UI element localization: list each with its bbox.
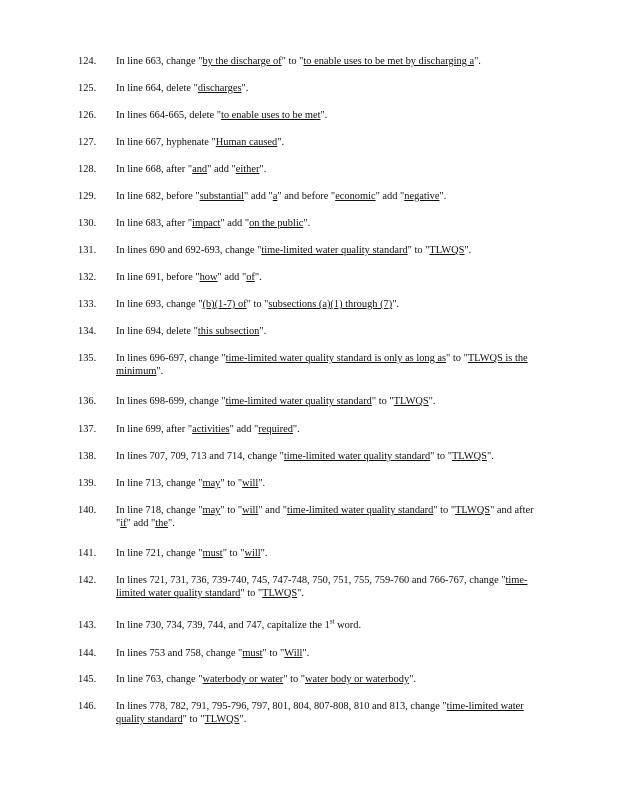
item-text [116, 574, 542, 600]
instruction-text: In line 713, change " [116, 478, 203, 489]
quoted-phrase: subsections (a)(1) through (7) [268, 299, 393, 310]
instruction-text: " to " [240, 588, 263, 599]
item-number: 135. [78, 353, 97, 364]
quoted-phrase: TLWQS [429, 245, 465, 256]
item-number: 139. [78, 478, 97, 489]
quoted-phrase: water body or waterbody [305, 674, 410, 685]
item-text [116, 673, 542, 686]
instruction-text: " to " [246, 299, 269, 310]
item-number: 130. [78, 218, 97, 229]
item-text [116, 82, 542, 95]
item-text [116, 352, 542, 378]
quoted-phrase: TLWQS [393, 396, 429, 407]
instruction-text: ". [260, 548, 268, 559]
instruction-text: ". [392, 299, 400, 310]
item-number: 137. [78, 424, 97, 435]
instruction-text: ". [297, 588, 304, 599]
instruction-text: ". [258, 478, 266, 489]
item-text [116, 55, 542, 68]
instruction-text: In line 730, 734, 739, 744, and 747, capitalize the 1 [116, 620, 330, 631]
item-text [116, 477, 542, 490]
quoted-phrase: will [242, 478, 259, 489]
instruction-text: ". [464, 245, 472, 256]
instruction-text: In line 683, after " [116, 218, 193, 229]
quoted-phrase: TLWQS [262, 588, 298, 599]
instruction-text: " to " [222, 548, 245, 559]
quoted-phrase: on the public [249, 218, 304, 229]
instruction-text: In lines 690 and 692-693, change " [116, 245, 262, 256]
instruction-text: " add " [207, 164, 236, 175]
quoted-phrase: time-limited water quality standard [287, 505, 434, 516]
instruction-text: " to " [220, 478, 243, 489]
item-number: 141. [78, 548, 97, 559]
item-text [116, 190, 542, 203]
instruction-text: ". [303, 218, 311, 229]
instruction-text: In lines 664-665, delete " [116, 110, 221, 121]
item-number: 133. [78, 299, 97, 310]
quoted-phrase: required [258, 424, 293, 435]
item-text [116, 325, 542, 338]
quoted-phrase: TLWQS [455, 505, 491, 516]
item-text [116, 700, 542, 726]
item-number: 131. [78, 245, 97, 256]
instruction-text: ". [168, 518, 175, 529]
item-number: 124. [78, 56, 97, 67]
instruction-text: " to " [283, 674, 306, 685]
instruction-text: In lines 753 and 758, change " [116, 648, 243, 659]
quoted-phrase: to enable uses to be met [220, 110, 321, 121]
quoted-phrase: time-limited water quality standard [225, 396, 372, 407]
instruction-text: ". [320, 110, 328, 121]
instruction-text: " to " [430, 451, 452, 462]
instruction-text: In lines 778, 782, 791, 795-796, 797, 801, 804, 807-808, 810 and 813, change " [116, 701, 447, 712]
instruction-text: In lines 696-697, change " [116, 353, 226, 364]
instruction-text: " add " [217, 272, 247, 283]
instruction-text: In line 721, change " [116, 548, 203, 559]
instruction-text: In line 682, before " [116, 191, 200, 202]
item-number: 127. [78, 137, 97, 148]
instruction-text: " add " [126, 518, 156, 529]
instruction-text: ". [474, 56, 481, 67]
instruction-text: In line 691, before " [116, 272, 200, 283]
quoted-phrase: TLWQS [204, 714, 240, 725]
quoted-phrase: will [244, 548, 261, 559]
instruction-text: " to " [433, 505, 456, 516]
quoted-phrase: if [120, 518, 127, 529]
item-number: 140. [78, 505, 97, 516]
instruction-text: " add " [244, 191, 273, 202]
instruction-text: In line 668, after " [116, 164, 193, 175]
item-number: 143. [78, 620, 97, 631]
quoted-phrase: activities [192, 424, 230, 435]
quoted-phrase: Human caused [215, 137, 278, 148]
item-text [116, 504, 542, 530]
quoted-phrase: impact [192, 218, 221, 229]
quoted-phrase: must [202, 548, 223, 559]
item-text [116, 450, 542, 463]
item-text [116, 136, 542, 149]
item-text [116, 163, 542, 176]
quoted-phrase: either [235, 164, 260, 175]
instruction-text: In line 763, change " [116, 674, 203, 685]
item-number: 134. [78, 326, 97, 337]
quoted-phrase: may [202, 478, 221, 489]
quoted-phrase: time-limited water quality standard is only as long as [225, 353, 447, 364]
instruction-text: In lines 707, 709, 713 and 714, change " [116, 451, 284, 462]
instruction-text: " to " [446, 353, 468, 364]
instruction-text: " to " [407, 245, 430, 256]
item-text [116, 244, 542, 257]
instruction-text: In line 694, delete " [116, 326, 198, 337]
quoted-phrase: time-limited water quality standard [116, 575, 528, 599]
instruction-text: " and after " [116, 505, 534, 529]
quoted-phrase: negative [404, 191, 440, 202]
quoted-phrase: discharges [197, 83, 242, 94]
quoted-phrase: waterbody or water [202, 674, 284, 685]
quoted-phrase: time-limited water quality standard [261, 245, 408, 256]
item-number: 126. [78, 110, 97, 121]
item-number: 129. [78, 191, 97, 202]
instruction-text: word. [334, 620, 362, 631]
item-number: 142. [78, 575, 97, 586]
quoted-phrase: TLWQS is the minimum [116, 353, 528, 377]
instruction-text: " to " [182, 714, 205, 725]
quoted-phrase: a [272, 191, 278, 202]
instruction-text: " add " [220, 218, 250, 229]
instruction-text: ". [259, 164, 267, 175]
quoted-phrase: may [202, 505, 221, 516]
quoted-phrase: to enable uses to be met by discharging a [303, 56, 475, 67]
quoted-phrase: by the discharge of [202, 56, 282, 67]
quoted-phrase: time-limited water quality standard [283, 451, 431, 462]
instruction-text: ". [239, 714, 247, 725]
instruction-text: " add " [229, 424, 259, 435]
ordinal-suffix: st [329, 617, 335, 626]
quoted-phrase: TLWQS [451, 451, 487, 462]
quoted-phrase: the [155, 518, 168, 529]
item-number: 144. [78, 648, 97, 659]
instruction-text: In line 663, change " [116, 56, 203, 67]
item-text [116, 619, 542, 632]
quoted-phrase: time-limited water quality standard [116, 701, 524, 725]
item-number: 125. [78, 83, 97, 94]
quoted-phrase: (b)(1-7) of [202, 299, 247, 310]
item-text [116, 423, 542, 436]
item-text [116, 109, 542, 122]
item-number: 132. [78, 272, 97, 283]
instruction-text: " to " [371, 396, 394, 407]
instruction-text: ". [277, 137, 285, 148]
item-number: 128. [78, 164, 97, 175]
item-number: 145. [78, 674, 97, 685]
instruction-text: ". [439, 191, 447, 202]
item-text [116, 647, 542, 660]
quoted-phrase: substantial [199, 191, 245, 202]
instruction-text: In line 699, after " [116, 424, 193, 435]
item-text [116, 271, 542, 284]
instruction-text: In line 693, change " [116, 299, 203, 310]
quoted-phrase: how [199, 272, 218, 283]
item-text [116, 217, 542, 230]
instruction-text: " to " [281, 56, 304, 67]
item-number: 146. [78, 701, 97, 712]
instruction-text: ". [486, 451, 494, 462]
quoted-phrase: Will [284, 648, 303, 659]
instruction-text: ". [292, 424, 300, 435]
instruction-text: " add " [375, 191, 405, 202]
instruction-text: In lines 698-699, change " [116, 396, 226, 407]
item-text [116, 395, 542, 408]
item-text [116, 298, 542, 311]
instruction-text: " and before " [277, 191, 336, 202]
instruction-text: In line 718, change " [116, 505, 203, 516]
quoted-phrase: and [192, 164, 208, 175]
instruction-text: ". [409, 674, 417, 685]
instruction-text: ". [259, 326, 267, 337]
item-number: 136. [78, 396, 97, 407]
instruction-text: " to " [262, 648, 285, 659]
instruction-text: ". [254, 272, 262, 283]
instruction-text: In lines 721, 731, 736, 739-740, 745, 747-748, 750, 751, 755, 759-760 and 766-767, change " [116, 575, 506, 586]
instruction-text: ". [156, 366, 164, 377]
instruction-text: ". [241, 83, 249, 94]
quoted-phrase: of [246, 272, 255, 283]
instruction-text: In line 664, delete " [116, 83, 198, 94]
instruction-text: In line 667, hyphenate " [116, 137, 216, 148]
instruction-text: " to " [220, 505, 243, 516]
instruction-text: " and " [258, 505, 287, 516]
quoted-phrase: economic [335, 191, 376, 202]
item-text [116, 547, 542, 560]
quoted-phrase: will [242, 505, 259, 516]
quoted-phrase: this subsection [197, 326, 260, 337]
instruction-text: ". [302, 648, 310, 659]
item-number: 138. [78, 451, 97, 462]
quoted-phrase: must [242, 648, 263, 659]
instruction-text: ". [428, 396, 436, 407]
